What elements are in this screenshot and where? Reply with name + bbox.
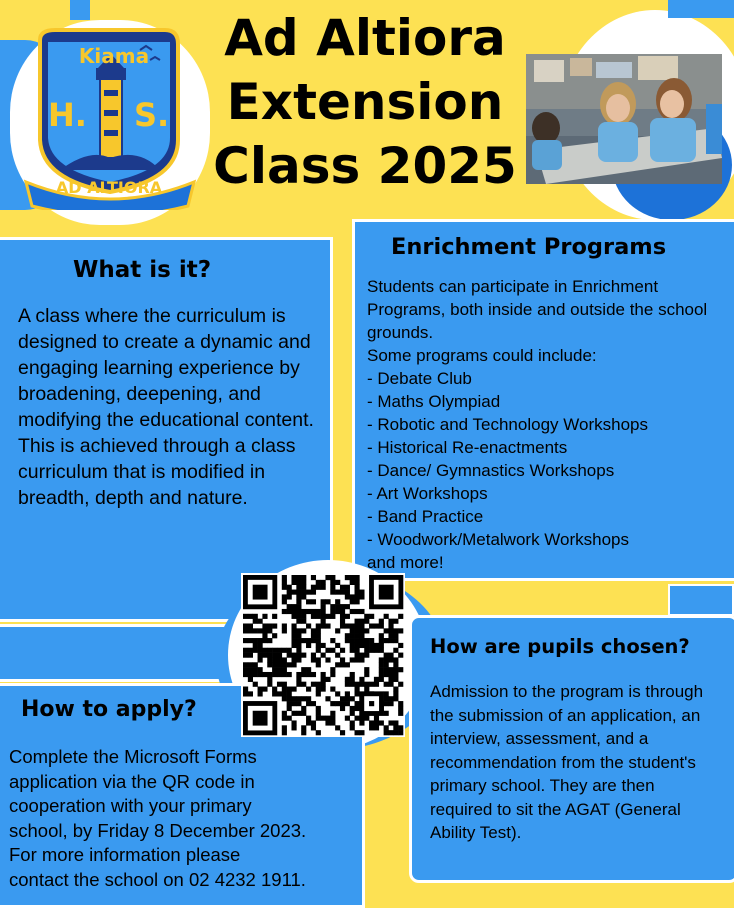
how-to-apply-line: application via the QR code in [9,770,255,792]
how-to-apply-line: cooperation with your primary [9,795,252,816]
crest-top-text: Kiama [78,44,150,68]
list-item: - Maths Olympiad [367,392,501,411]
how-to-apply-line: contact the school on 02 4232 1911. [9,868,306,890]
how-to-apply-heading: How to apply? [21,697,197,722]
application-qr-code[interactable] [241,573,405,737]
background-stripe [0,624,240,682]
how-chosen-panel [409,615,734,883]
title-line: Ad Altiora [224,9,506,67]
background-stripe [668,0,734,18]
flyer-title [204,6,526,198]
list-item: - Robotic and Technology Workshops [367,415,648,434]
school-crest-logo [20,20,200,210]
list-item: - Historical Re-enactments [367,438,568,457]
title-line: Class 2025 [213,137,517,195]
enrichment-lead: Some programs could include: [367,346,597,365]
how-to-apply-line: school, by Friday 8 December 2023. [9,819,307,841]
list-item: - Band Practice [367,507,484,526]
enrichment-intro: Students can participate in Enrichment Programs, both inside and outside the school grounds. [367,277,708,342]
enrichment-panel [352,219,734,581]
how-to-apply-body [9,745,369,892]
how-chosen-body: Admission to the program is through the submission of an application, an interview, assessment, and a recommendation from the student's primary school. They are then required to sit the AGAT (General Ability Test). [430,682,704,842]
list-item: - Art Workshops [367,484,488,503]
crest-motto: AD ALTIORA [55,178,163,197]
list-item: and more! [367,553,444,572]
list-item: - Dance/ Gymnastics Workshops [367,461,615,480]
how-to-apply-line: Complete the Microsoft Forms [9,746,257,767]
list-item: - Debate Club [367,369,472,388]
how-to-apply-line: For more information please [9,844,241,865]
title-line: Extension [226,73,504,131]
qr-code-icon [241,573,405,737]
what-is-it-body: A class where the curriculum is designed to create a dynamic and engaging learning experience by broadening, deepening, and modifying the educational content. This is achieved through a class curriculum that is modified in breadth, depth and nature. [18,305,314,509]
enrichment-heading: Enrichment Programs [391,234,667,260]
classroom-photo [526,54,722,184]
enrichment-program-list [367,367,734,574]
how-chosen-heading: How are pupils chosen? [430,635,690,658]
what-is-it-panel [0,237,333,622]
list-item: - Woodwork/Metalwork Workshops [367,530,630,549]
what-is-it-heading: What is it? [73,257,212,283]
background-stripe [668,584,734,616]
crest-letter-right: S. [134,96,170,134]
background-stripe [70,0,90,20]
crest-letter-left: H. [48,96,87,134]
